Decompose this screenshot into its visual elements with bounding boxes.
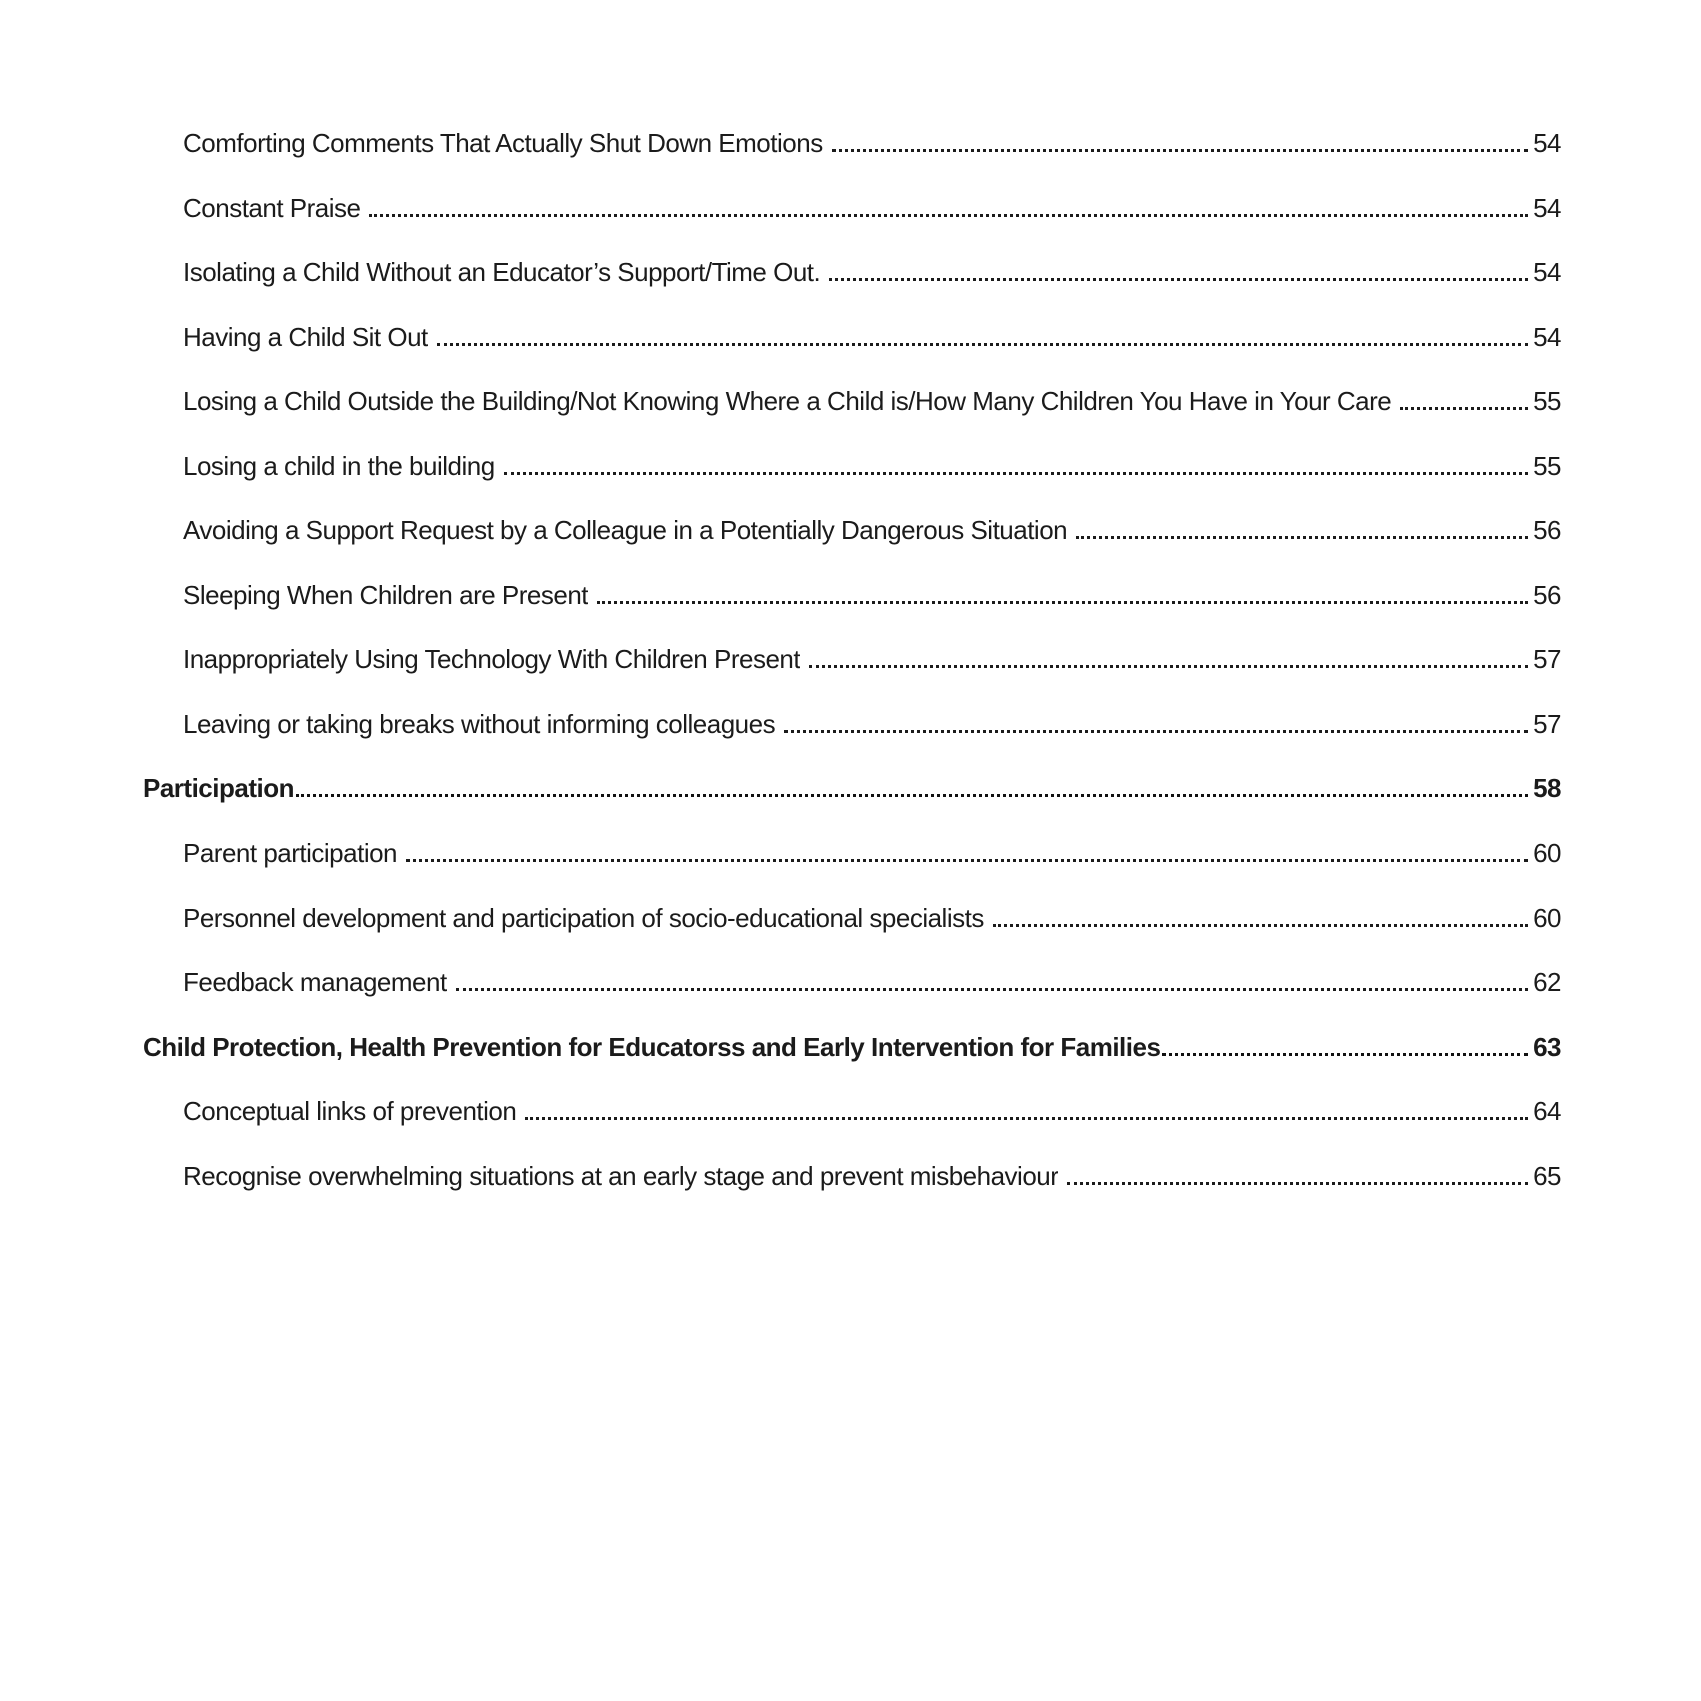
toc-entry bbox=[143, 498, 1561, 563]
toc-entry bbox=[143, 434, 1561, 499]
toc-entry-label: Losing a child in the building bbox=[183, 450, 495, 481]
toc-entry bbox=[143, 627, 1561, 692]
toc-entry-label: Comforting Comments That Actually Shut Down Emotions bbox=[183, 128, 823, 158]
dot-leader bbox=[829, 272, 1528, 281]
toc-entry-label: Constant Praise bbox=[183, 192, 361, 223]
toc-entry-page: 65 bbox=[1533, 1160, 1561, 1191]
toc-entry bbox=[143, 240, 1561, 305]
toc-entry bbox=[143, 563, 1561, 628]
dot-leader bbox=[1076, 530, 1528, 539]
dot-leader bbox=[1400, 401, 1528, 410]
dot-leader bbox=[504, 466, 1528, 475]
dot-leader bbox=[1162, 1047, 1528, 1056]
toc-entry-page: 55 bbox=[1533, 386, 1561, 417]
toc-entry-page: 54 bbox=[1533, 128, 1561, 158]
dot-leader bbox=[832, 143, 1528, 152]
dot-leader bbox=[1067, 1176, 1528, 1185]
dot-leader bbox=[993, 918, 1528, 927]
toc-list bbox=[143, 111, 1561, 1208]
toc-entry-page: 56 bbox=[1533, 515, 1561, 546]
toc-entry bbox=[143, 692, 1561, 757]
toc-entry-label: Inappropriately Using Technology With Children Present bbox=[183, 644, 801, 675]
toc-entry-page: 55 bbox=[1533, 450, 1561, 481]
toc-entry bbox=[143, 176, 1561, 241]
toc-entry bbox=[143, 305, 1561, 370]
dot-leader bbox=[296, 788, 1528, 797]
dot-leader bbox=[784, 724, 1528, 733]
toc-entry-page: 62 bbox=[1533, 967, 1561, 998]
toc-entry-page: 57 bbox=[1533, 644, 1561, 675]
toc-entry-label: Feedback management bbox=[183, 967, 447, 998]
toc-entry-label: Participation bbox=[143, 773, 294, 804]
toc-entry-page: 64 bbox=[1533, 1096, 1561, 1127]
toc-entry bbox=[143, 950, 1561, 1015]
toc-entry bbox=[143, 1144, 1561, 1209]
toc-entry-label: Losing a Child Outside the Building/Not Knowing Where a Child is/How Many Children You Have in Your Care bbox=[183, 386, 1392, 417]
toc-entry bbox=[143, 886, 1561, 951]
toc-entry-page: 58 bbox=[1533, 773, 1561, 804]
dot-leader bbox=[406, 853, 1528, 862]
dot-leader bbox=[456, 982, 1528, 991]
toc-entry-page: 60 bbox=[1533, 838, 1561, 869]
toc-entry bbox=[143, 756, 1561, 821]
dot-leader bbox=[369, 208, 1528, 217]
toc-entry-label: Parent participation bbox=[183, 838, 398, 869]
toc-entry-page: 63 bbox=[1533, 1031, 1561, 1062]
toc-entry bbox=[143, 821, 1561, 886]
toc-entry-page: 56 bbox=[1533, 579, 1561, 610]
dot-leader bbox=[597, 595, 1528, 604]
toc-entry bbox=[143, 1079, 1561, 1144]
toc-entry-page: 60 bbox=[1533, 902, 1561, 933]
toc-entry-label: Child Protection, Health Prevention for Educatorss and Early Intervention for Families bbox=[143, 1031, 1161, 1062]
toc-entry-label: Sleeping When Children are Present bbox=[183, 579, 589, 610]
dot-leader bbox=[437, 337, 1528, 346]
toc-entry-label: Avoiding a Support Request by a Colleague in a Potentially Dangerous Situation bbox=[183, 515, 1068, 546]
toc-entry-page: 54 bbox=[1533, 257, 1561, 288]
toc-entry bbox=[143, 369, 1561, 434]
toc-entry-page: 54 bbox=[1533, 192, 1561, 223]
toc-entry-page: 54 bbox=[1533, 321, 1561, 352]
toc-entry-label: Leaving or taking breaks without informing colleagues bbox=[183, 708, 776, 739]
toc-entry bbox=[143, 1015, 1561, 1080]
dot-leader bbox=[525, 1111, 1528, 1120]
dot-leader bbox=[809, 659, 1528, 668]
toc-entry-label: Recognise overwhelming situations at an early stage and prevent misbehaviour bbox=[183, 1160, 1059, 1191]
toc-entry bbox=[143, 111, 1561, 176]
toc-entry-label: Having a Child Sit Out bbox=[183, 321, 428, 352]
toc-entry-label: Personnel development and participation of socio-educational specialists bbox=[183, 902, 984, 933]
toc-entry-label: Isolating a Child Without an Educator’s Support/Time Out. bbox=[183, 257, 821, 288]
toc-entry-label: Conceptual links of prevention bbox=[183, 1096, 517, 1127]
toc-entry-page: 57 bbox=[1533, 708, 1561, 739]
